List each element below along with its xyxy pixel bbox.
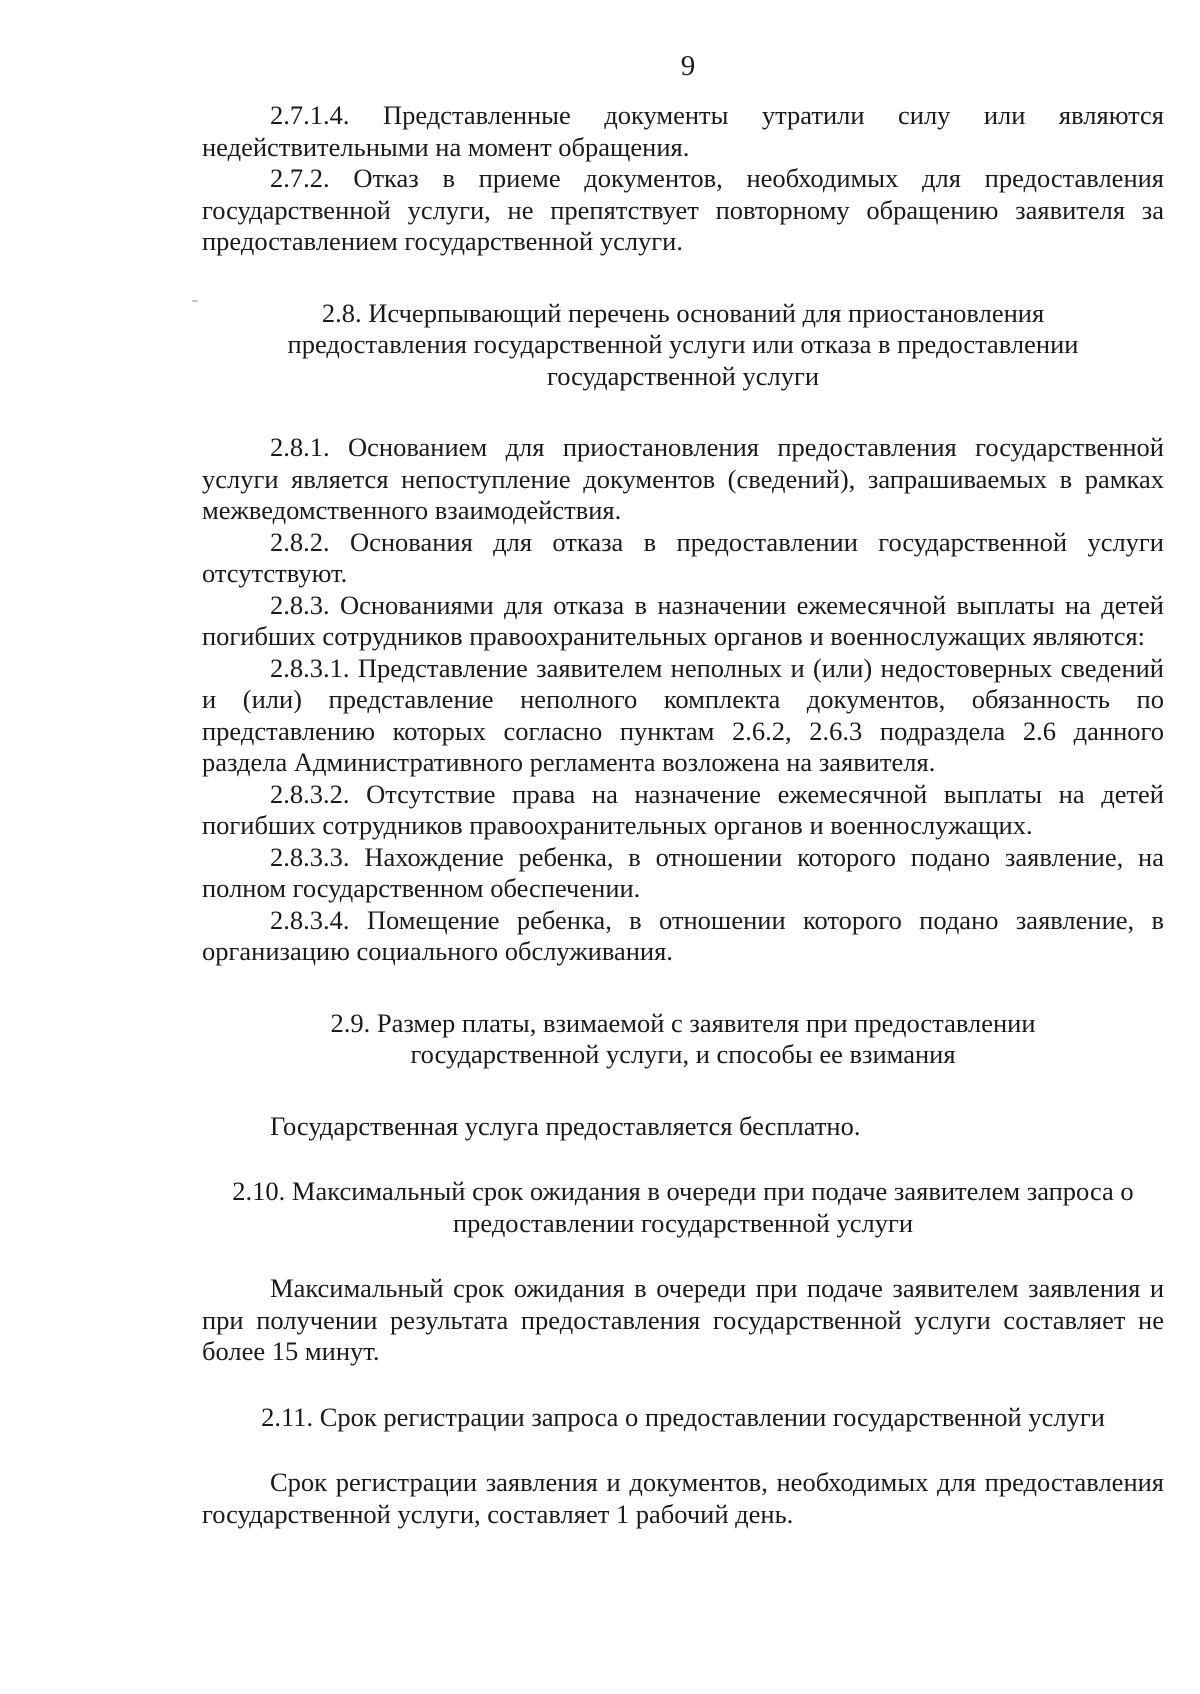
paragraph-2-7-2: 2.7.2. Отказ в приеме документов, необходимых для предоставления государственной услуги, не препятствует повторному обращению заявителя за предоставлением государственной услуги. [202, 163, 1164, 256]
heading-2-11: 2.11. Срок регистрации запроса о предоставлении государственной услуги [261, 1401, 1105, 1432]
heading-2-9: 2.9. Размер платы, взимаемой с заявителя при предоставлении государственной услуги, и способы ее взимания [330, 1007, 1036, 1069]
paragraph-2-11-term: Срок регистрации заявления и документов, необходимых для предоставления государственной услуги, составляет 1 рабочий день. [202, 1467, 1164, 1529]
paragraph-2-8-2: 2.8.2. Основания для отказа в предоставлении государственной услуги отсутствуют. [202, 526, 1164, 588]
paragraph-2-8-3-4: 2.8.3.4. Помещение ребенка, в отношении которого подано заявление, в организацию социального обслуживания. [202, 904, 1164, 966]
paragraph-2-7-1-4: 2.7.1.4. Представленные документы утратили силу или являются недействительными на момент обращения. [202, 100, 1164, 162]
paragraph-2-9-free: Государственная услуга предоставляется бесплатно. [270, 1110, 861, 1141]
paragraph-2-10-wait: Максимальный срок ожидания в очереди при подаче заявителем заявления и при получении результата предоставления государственной услуги составляет не более 15 минут. [202, 1273, 1164, 1366]
page-number: 9 [680, 50, 696, 82]
paragraph-2-8-3-3: 2.8.3.3. Нахождение ребенка, в отношении которого подано заявление, на полном государственном обеспечении. [202, 841, 1164, 903]
paragraph-2-8-1: 2.8.1. Основанием для приостановления предоставления государственной услуги является непоступление документов (сведений), запрашиваемых в рамках межведомственного взаимодействия. [202, 432, 1164, 525]
paragraph-2-8-3: 2.8.3. Основаниями для отказа в назначении ежемесячной выплаты на детей погибших сотрудников правоохранительных органов и военнослужащих являются: [202, 589, 1164, 651]
heading-2-8: 2.8. Исчерпывающий перечень оснований для приостановления предоставления государственной услуги или отказа в предоставлении государственной услуги [287, 297, 1079, 391]
document-body [202, 100, 1164, 1530]
scan-artifact [192, 300, 198, 302]
paragraph-2-8-3-1: 2.8.3.1. Представление заявителем неполных и (или) недостоверных сведений и (или) представление неполного комплекта документов, обязанность по представлению которых согласно пунктам 2.6.2, 2.6.3 подраздела 2.6 данного раздела Административного регламента возложена на заявителя. [202, 652, 1164, 777]
heading-2-10: 2.10. Максимальный срок ожидания в очереди при подаче заявителем запроса о предоставлении государственной услуги [232, 1176, 1134, 1238]
paragraph-2-8-3-2: 2.8.3.2. Отсутствие права на назначение ежемесячной выплаты на детей погибших сотрудников правоохранительных органов и военнослужащих. [202, 778, 1164, 840]
